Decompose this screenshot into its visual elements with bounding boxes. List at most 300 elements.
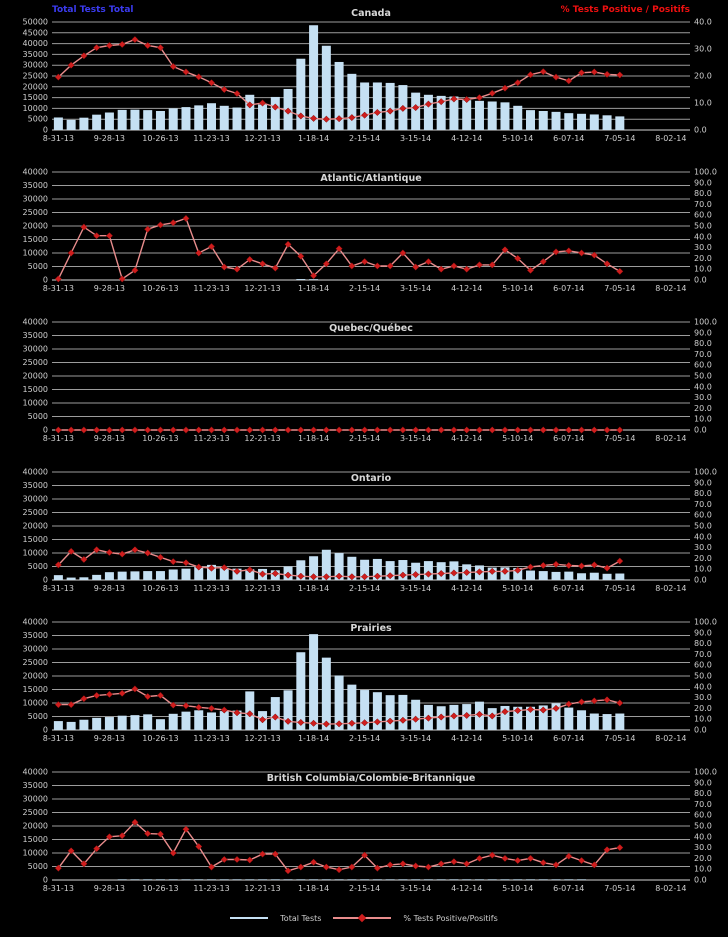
bar [92, 575, 101, 580]
diamond-marker-icon [540, 860, 546, 866]
svg-text:3-15-14: 3-15-14 [400, 734, 432, 743]
svg-text:3-15-14: 3-15-14 [400, 884, 432, 893]
diamond-marker-icon [323, 864, 329, 870]
bar [143, 714, 152, 730]
diamond-marker-icon [247, 857, 253, 863]
diamond-marker-icon [425, 864, 431, 870]
bars-series-total-tests [118, 879, 586, 880]
bar [322, 879, 331, 880]
diamond-marker-icon [451, 858, 457, 864]
bar [296, 279, 305, 280]
bar [233, 108, 242, 130]
legend-diamond-icon [358, 914, 366, 922]
gridlines [52, 322, 690, 430]
diamond-marker-icon [553, 74, 559, 80]
diamond-marker-icon [157, 222, 163, 228]
svg-text:5000: 5000 [27, 862, 48, 871]
bar [513, 106, 522, 130]
bar [105, 572, 114, 580]
svg-text:10-26-13: 10-26-13 [142, 284, 179, 293]
svg-text:40.0: 40.0 [694, 382, 712, 392]
diamond-marker-icon [81, 427, 87, 433]
bar [207, 712, 216, 730]
svg-text:8-31-13: 8-31-13 [42, 134, 74, 143]
right-axis-header: % Tests Positive / Positifs [560, 5, 690, 15]
chart-british-columbia-colombie-britannique [0, 754, 728, 904]
svg-text:15000: 15000 [22, 835, 48, 844]
svg-text:20000: 20000 [22, 371, 48, 381]
svg-text:10.0: 10.0 [694, 264, 712, 274]
svg-text:3-15-14: 3-15-14 [400, 434, 432, 443]
svg-text:30.0: 30.0 [694, 543, 712, 553]
bar [54, 721, 63, 730]
svg-text:0: 0 [42, 575, 48, 585]
diamond-marker-icon [425, 427, 431, 433]
diamond-marker-icon [527, 564, 533, 570]
svg-text:0: 0 [42, 425, 48, 435]
bar [67, 722, 76, 730]
svg-text:90.0: 90.0 [694, 328, 712, 338]
diamond-marker-icon [566, 701, 572, 707]
svg-text:30000: 30000 [22, 60, 48, 70]
diamond-marker-icon [502, 855, 508, 861]
diamond-marker-icon [336, 427, 342, 433]
svg-text:4-12-14: 4-12-14 [451, 734, 483, 743]
diamond-marker-icon [234, 427, 240, 433]
bar [462, 100, 471, 130]
svg-text:30000: 30000 [22, 494, 48, 504]
bar [207, 879, 216, 880]
right-axis-labels [694, 768, 717, 885]
bar [143, 571, 152, 580]
bar [411, 93, 420, 130]
svg-text:9-28-13: 9-28-13 [93, 884, 126, 893]
diamond-marker-icon [68, 427, 74, 433]
svg-text:5000: 5000 [27, 712, 48, 721]
bar [92, 718, 101, 730]
diamond-marker-icon [221, 427, 227, 433]
bar [271, 879, 280, 880]
svg-text:0: 0 [42, 125, 48, 135]
diamond-marker-icon [208, 705, 214, 711]
svg-text:9-28-13: 9-28-13 [93, 134, 126, 143]
svg-text:2-15-14: 2-15-14 [349, 434, 381, 443]
left-axis-labels [23, 468, 48, 585]
right-axis-labels [694, 468, 717, 585]
svg-text:20000: 20000 [22, 821, 48, 831]
diamond-marker-icon [527, 855, 533, 861]
right-axis-labels [694, 18, 712, 135]
chart-ontario [0, 454, 728, 604]
diamond-marker-icon [489, 427, 495, 433]
diamond-marker-icon [578, 857, 584, 863]
bar [449, 879, 458, 880]
svg-text:10-26-13: 10-26-13 [142, 134, 179, 143]
bar [347, 879, 356, 880]
pct-line [58, 822, 619, 871]
svg-text:6-07-14: 6-07-14 [553, 884, 585, 893]
svg-text:40.0: 40.0 [694, 532, 712, 542]
svg-text:20000: 20000 [22, 221, 48, 231]
svg-text:45000: 45000 [22, 28, 48, 38]
diamond-marker-icon [425, 258, 431, 264]
svg-text:30000: 30000 [22, 644, 48, 654]
chart-canada [0, 4, 728, 154]
bar [564, 708, 573, 730]
svg-text:6-07-14: 6-07-14 [553, 584, 585, 593]
bar [309, 279, 318, 280]
diamond-marker-icon [259, 427, 265, 433]
svg-text:50.0: 50.0 [694, 221, 712, 231]
bar [564, 113, 573, 130]
diamond-marker-icon [617, 427, 623, 433]
svg-text:30.0: 30.0 [694, 243, 712, 253]
legend-line-swatch [333, 917, 391, 919]
diamond-marker-icon [604, 697, 610, 703]
diamond-marker-icon [183, 427, 189, 433]
legend-bar-swatch [230, 917, 268, 919]
bar [220, 879, 229, 880]
svg-text:2-15-14: 2-15-14 [349, 284, 381, 293]
right-axis-labels [694, 318, 717, 435]
svg-text:8-31-13: 8-31-13 [42, 884, 74, 893]
diamond-marker-icon [323, 427, 329, 433]
bar [54, 117, 63, 130]
svg-text:10.0: 10.0 [694, 864, 712, 874]
svg-text:80.0: 80.0 [694, 789, 712, 799]
svg-text:40.0: 40.0 [694, 682, 712, 692]
diamond-marker-icon [106, 691, 112, 697]
bar [360, 879, 369, 880]
svg-text:0: 0 [42, 875, 48, 885]
svg-text:40.0: 40.0 [694, 832, 712, 842]
svg-text:8-31-13: 8-31-13 [42, 584, 74, 593]
bar [92, 115, 101, 130]
chart-atlantic-atlantique [0, 154, 728, 304]
svg-text:40000: 40000 [22, 467, 48, 477]
diamond-marker-icon [196, 427, 202, 433]
chart-quebec-qu-bec [0, 304, 728, 454]
diamond-marker-icon [170, 220, 176, 226]
svg-text:25000: 25000 [22, 508, 48, 517]
svg-text:6-07-14: 6-07-14 [553, 434, 585, 443]
svg-text:15000: 15000 [22, 685, 48, 694]
svg-text:50000: 50000 [22, 17, 48, 27]
diamond-marker-icon [553, 427, 559, 433]
svg-text:5-10-14: 5-10-14 [502, 284, 534, 293]
legend-bars-label: Total Tests [280, 913, 322, 923]
diamond-marker-icon [132, 36, 138, 42]
svg-text:0.0: 0.0 [694, 725, 707, 735]
diamond-marker-icon [157, 427, 163, 433]
svg-text:20000: 20000 [22, 82, 48, 92]
diamond-marker-icon [93, 692, 99, 698]
bar [500, 879, 509, 880]
bar [194, 105, 203, 130]
diamond-marker-icon [106, 233, 112, 239]
svg-text:12-21-13: 12-21-13 [244, 584, 281, 593]
svg-text:40.0: 40.0 [694, 17, 712, 27]
svg-text:30.0: 30.0 [694, 44, 712, 54]
diamond-marker-icon [374, 427, 380, 433]
svg-text:70.0: 70.0 [694, 499, 712, 509]
line-series-pct-positive [55, 427, 623, 433]
diamond-marker-icon [578, 563, 584, 569]
svg-text:30.0: 30.0 [694, 393, 712, 403]
left-axis-labels [23, 618, 48, 735]
svg-text:3-15-14: 3-15-14 [400, 584, 432, 593]
bar [488, 101, 497, 130]
svg-text:60.0: 60.0 [694, 210, 712, 220]
diamond-marker-icon [361, 258, 367, 264]
svg-text:70.0: 70.0 [694, 649, 712, 659]
svg-text:7-05-14: 7-05-14 [604, 284, 636, 293]
diamond-marker-icon [119, 427, 125, 433]
bar [67, 578, 76, 580]
svg-text:35000: 35000 [22, 781, 48, 790]
bar [130, 110, 139, 130]
chart-title: Canada [351, 8, 391, 19]
diamond-marker-icon [183, 560, 189, 566]
svg-text:7-05-14: 7-05-14 [604, 434, 636, 443]
bar [79, 720, 88, 730]
svg-text:3-15-14: 3-15-14 [400, 134, 432, 143]
diamond-marker-icon [145, 693, 151, 699]
diamond-marker-icon [540, 562, 546, 568]
bar [296, 879, 305, 880]
svg-text:10000: 10000 [22, 848, 48, 858]
svg-text:60.0: 60.0 [694, 510, 712, 520]
diamond-marker-icon [566, 78, 572, 84]
svg-text:5000: 5000 [27, 114, 48, 124]
bar [181, 712, 190, 730]
svg-text:8-02-14: 8-02-14 [655, 284, 687, 293]
bar [143, 879, 152, 880]
svg-text:35000: 35000 [22, 181, 48, 190]
bar [603, 714, 612, 730]
diamond-marker-icon [617, 558, 623, 564]
svg-text:4-12-14: 4-12-14 [451, 584, 483, 593]
bar [181, 569, 190, 580]
bar [194, 879, 203, 880]
bar [118, 572, 127, 580]
bar [309, 25, 318, 130]
bar [309, 879, 318, 880]
svg-text:8-31-13: 8-31-13 [42, 434, 74, 443]
left-axis-labels [23, 768, 48, 885]
bar [220, 106, 229, 130]
diamond-marker-icon [361, 427, 367, 433]
diamond-marker-icon [502, 427, 508, 433]
svg-text:1-18-14: 1-18-14 [297, 884, 330, 893]
bar [169, 569, 178, 580]
svg-text:90.0: 90.0 [694, 628, 712, 638]
svg-text:60.0: 60.0 [694, 660, 712, 670]
svg-text:30.0: 30.0 [694, 693, 712, 703]
svg-text:4-12-14: 4-12-14 [451, 434, 483, 443]
bar [411, 700, 420, 730]
svg-text:25000: 25000 [22, 808, 48, 817]
bar [105, 717, 114, 730]
diamond-marker-icon [451, 263, 457, 269]
diamond-marker-icon [119, 41, 125, 47]
left-axis-labels [23, 318, 48, 435]
svg-text:15000: 15000 [22, 385, 48, 394]
svg-text:11-23-13: 11-23-13 [193, 584, 230, 593]
bar [156, 879, 165, 880]
svg-text:12-21-13: 12-21-13 [244, 134, 281, 143]
svg-text:8-31-13: 8-31-13 [42, 284, 74, 293]
bar [462, 879, 471, 880]
svg-text:35000: 35000 [22, 631, 48, 640]
diamond-marker-icon [196, 704, 202, 710]
svg-text:20.0: 20.0 [694, 553, 712, 563]
svg-text:6-07-14: 6-07-14 [553, 134, 585, 143]
bar [67, 120, 76, 130]
svg-text:50.0: 50.0 [694, 521, 712, 531]
diamond-marker-icon [93, 427, 99, 433]
svg-text:30000: 30000 [22, 344, 48, 354]
diamond-marker-icon [566, 562, 572, 568]
bar [475, 101, 484, 130]
chart-title: Quebec/Québec [329, 323, 413, 334]
svg-text:15000: 15000 [22, 235, 48, 244]
svg-text:1-18-14: 1-18-14 [297, 584, 330, 593]
svg-text:12-21-13: 12-21-13 [244, 734, 281, 743]
svg-text:2-15-14: 2-15-14 [349, 734, 381, 743]
x-axis-labels [43, 284, 687, 293]
svg-text:10-26-13: 10-26-13 [142, 434, 179, 443]
diamond-marker-icon [387, 427, 393, 433]
diamond-marker-icon [208, 243, 214, 249]
diamond-marker-icon [527, 427, 533, 433]
bar [79, 118, 88, 130]
svg-text:60.0: 60.0 [694, 360, 712, 370]
diamond-marker-icon [617, 700, 623, 706]
svg-text:35000: 35000 [22, 481, 48, 490]
svg-text:25000: 25000 [22, 358, 48, 367]
bar [386, 695, 395, 730]
diamond-marker-icon [476, 427, 482, 433]
svg-text:50.0: 50.0 [694, 821, 712, 831]
diamond-marker-icon [476, 262, 482, 268]
bar [233, 879, 242, 880]
bar [373, 879, 382, 880]
svg-text:10-26-13: 10-26-13 [142, 884, 179, 893]
svg-text:70.0: 70.0 [694, 799, 712, 809]
chart-title: Atlantic/Atlantique [320, 173, 422, 184]
svg-text:40000: 40000 [22, 767, 48, 777]
diamond-marker-icon [81, 695, 87, 701]
svg-text:8-31-13: 8-31-13 [42, 734, 74, 743]
svg-text:8-02-14: 8-02-14 [655, 434, 687, 443]
legend [0, 906, 728, 930]
svg-text:10000: 10000 [22, 698, 48, 708]
bar [118, 716, 127, 730]
svg-text:0.0: 0.0 [694, 275, 707, 285]
bar [552, 112, 561, 130]
diamond-marker-icon [68, 701, 74, 707]
svg-text:7-05-14: 7-05-14 [604, 584, 636, 593]
diamond-marker-icon [208, 864, 214, 870]
diamond-marker-icon [208, 80, 214, 86]
bar [539, 571, 548, 580]
svg-text:10000: 10000 [22, 103, 48, 113]
svg-text:5-10-14: 5-10-14 [502, 584, 534, 593]
svg-text:40000: 40000 [22, 317, 48, 327]
bar [603, 115, 612, 130]
chart-title: Ontario [350, 473, 392, 484]
svg-text:0.0: 0.0 [694, 575, 707, 585]
svg-text:0.0: 0.0 [694, 425, 707, 435]
svg-text:50.0: 50.0 [694, 671, 712, 681]
diamond-marker-icon [145, 226, 151, 232]
bar [577, 114, 586, 130]
diamond-marker-icon [310, 859, 316, 865]
right-axis-labels [694, 618, 717, 735]
diamond-marker-icon [157, 554, 163, 560]
bar [590, 114, 599, 130]
svg-text:20.0: 20.0 [694, 71, 712, 81]
svg-text:20.0: 20.0 [694, 703, 712, 713]
diamond-marker-icon [591, 427, 597, 433]
bar [424, 95, 433, 130]
svg-text:10-26-13: 10-26-13 [142, 584, 179, 593]
svg-text:9-28-13: 9-28-13 [93, 584, 126, 593]
svg-text:40000: 40000 [22, 39, 48, 49]
diamond-marker-icon [412, 863, 418, 869]
svg-text:5000: 5000 [27, 412, 48, 421]
diamond-marker-icon [119, 551, 125, 557]
svg-text:10.0: 10.0 [694, 414, 712, 424]
bar [475, 879, 484, 880]
diamond-marker-icon [617, 72, 623, 78]
x-axis-labels [43, 434, 687, 443]
bar [398, 879, 407, 880]
bar [258, 879, 267, 880]
bar [156, 111, 165, 130]
svg-text:35000: 35000 [22, 49, 48, 59]
svg-text:5-10-14: 5-10-14 [502, 884, 534, 893]
svg-text:1-18-14: 1-18-14 [297, 734, 330, 743]
svg-text:20000: 20000 [22, 671, 48, 681]
svg-text:30000: 30000 [22, 794, 48, 804]
left-axis-labels [23, 168, 48, 285]
bar [309, 634, 318, 730]
diamond-marker-icon [247, 427, 253, 433]
svg-text:40.0: 40.0 [694, 232, 712, 242]
bar [118, 879, 127, 880]
bar [513, 879, 522, 880]
svg-text:0.0: 0.0 [694, 875, 707, 885]
line-series-pct-positive [55, 819, 623, 874]
svg-text:7-05-14: 7-05-14 [604, 134, 636, 143]
svg-text:6-07-14: 6-07-14 [553, 284, 585, 293]
svg-text:2-15-14: 2-15-14 [349, 584, 381, 593]
bar [577, 573, 586, 580]
diamond-marker-icon [55, 701, 61, 707]
diamond-marker-icon [540, 427, 546, 433]
chart-title: Prairies [350, 623, 392, 634]
svg-text:4-12-14: 4-12-14 [451, 884, 483, 893]
x-axis-labels [43, 584, 687, 593]
svg-text:0: 0 [42, 275, 48, 285]
svg-text:10.0: 10.0 [694, 98, 712, 108]
diamond-marker-icon [438, 427, 444, 433]
svg-text:30000: 30000 [22, 194, 48, 204]
diamond-marker-icon [336, 867, 342, 873]
svg-text:10.0: 10.0 [694, 714, 712, 724]
